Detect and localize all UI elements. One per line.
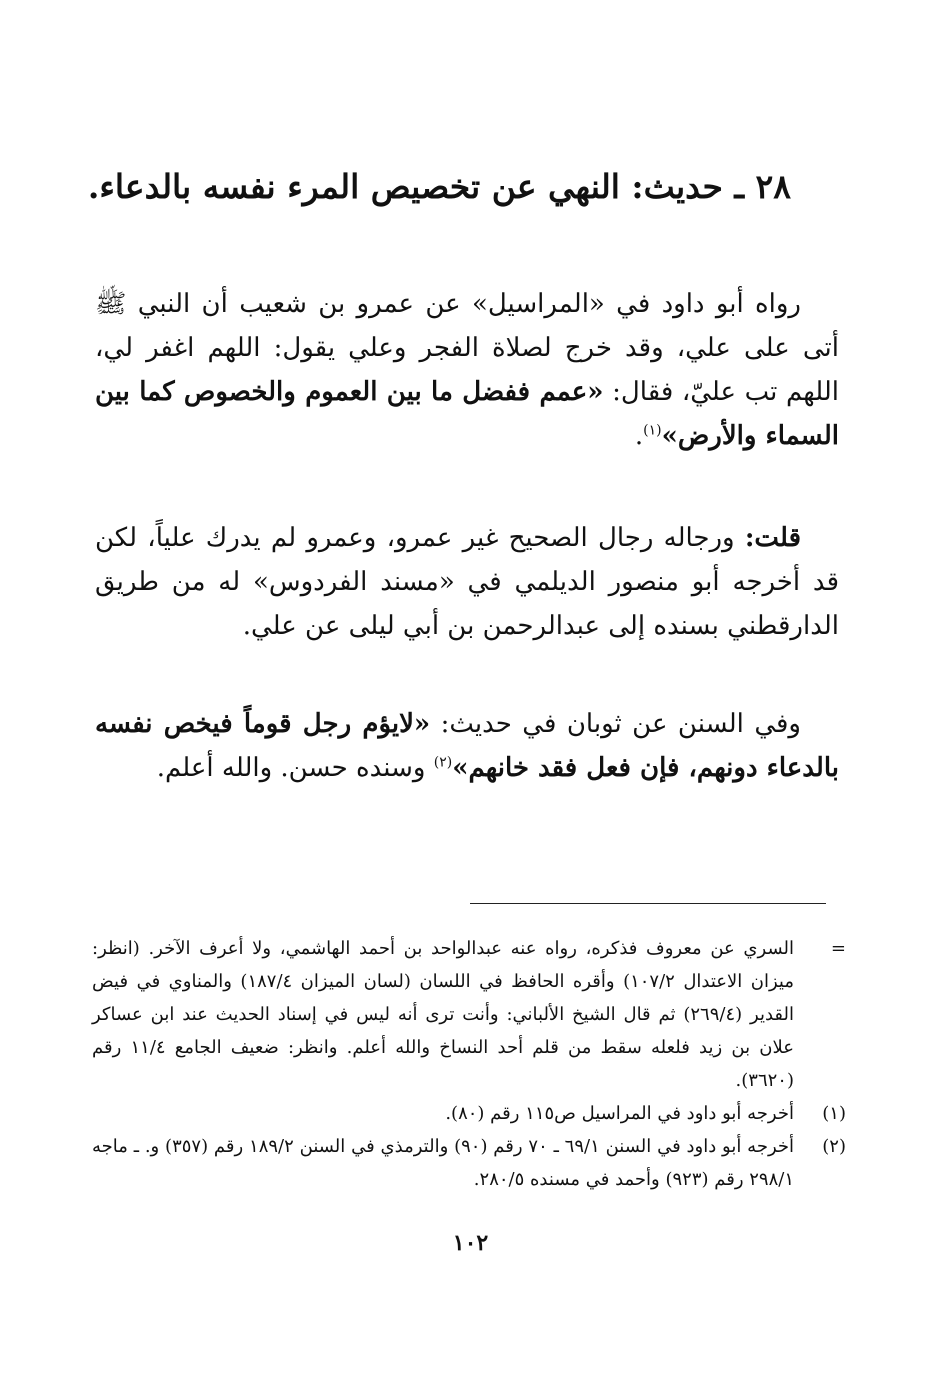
paragraph-comment <box>95 516 839 648</box>
footnote-ref-1: (١) <box>643 422 662 439</box>
page-number: ١٠٢ <box>452 1230 489 1256</box>
footnote-continuation <box>92 932 846 1097</box>
footnote-ref-2: (٢) <box>433 754 453 771</box>
hadith-quote: «عمم ففضل ما بين العموم والخصوص كما بين السماء والأرض» <box>95 377 839 451</box>
hadith-quote: «لايؤم رجل قوماً فيخص نفسه بالدعاء دونهم، فإن فعل فقد خانهم» <box>95 709 839 783</box>
footnote-text: أخرجه أبو داود في المراسيل ص١١٥ رقم (٨٠). <box>445 1103 794 1124</box>
narration-end: . <box>634 421 644 451</box>
paragraph-narration <box>95 282 839 458</box>
footnote-marker: (٢) <box>822 1136 846 1157</box>
footnote-1 <box>92 1097 846 1130</box>
footnote-separator <box>470 903 826 904</box>
footnote-marker: = <box>830 938 846 959</box>
footnote-text: أخرجه أبو داود في السنن ٦٩/١ ـ ٧٠ رقم (٩٠) والترمذي في السنن ١٨٩/٢ رقم (٣٥٧) و. ـ ماجه ٢٩٨/١ رقم (٩٢٣) وأحمد في مسنده ٢٨٠/٥. <box>92 1136 795 1190</box>
section-heading: ٢٨ ـ حديث: النهي عن تخصيص المرء نفسه بالدعاء. <box>87 167 791 206</box>
sunan-end: وسنده حسن. والله أعلم. <box>156 753 434 783</box>
paragraph-sunan <box>95 702 839 790</box>
footnote-text: السري عن معروف فذكره، رواه عنه عبدالواحد بن أحمد الهاشمي، ولا أعرف الآخر. (انظر: ميزان الاعتدال ١٠٧/٢) وأقره الحافظ في اللسان (لسان الميزان ١٨٧/٤) والمناوي في فيض القدير (٢٦٩/٤) ثم قال الشيخ الألباني: وأنت ترى أنه ليس في إسناد الحديث عند ابن عساكر علان بن زيد فلعله سقط من قلم أحد النساخ والله أعلم. وانظر: ضعيف الجامع ١١/٤ رقم (٣٦٢٠). <box>92 938 795 1091</box>
narration-text: رواه أبو داود في «المراسيل» عن عمرو بن شعيب أن النبي ﷺ أتى على علي، وقد خرج لصلاة الفجر وعلي يقول: اللهم اغفر لي، اللهم تب عليّ، فقال: <box>95 289 839 407</box>
footnote-2 <box>92 1130 846 1196</box>
comment-text: ورجاله رجال الصحيح غير عمرو، وعمرو لم يدرك علياً، لكن قد أخرجه أبو منصور الديلمي في «مسند الفردوس» له من طريق الدارقطني بسنده إلى عبدالرحمن بن أبي ليلى عن علي. <box>95 523 839 641</box>
sunan-text: وفي السنن عن ثوبان في حديث: <box>430 709 801 739</box>
footnote-marker: (١) <box>822 1103 846 1124</box>
footnotes <box>92 932 846 1196</box>
comment-lead: قلت: <box>744 523 801 553</box>
